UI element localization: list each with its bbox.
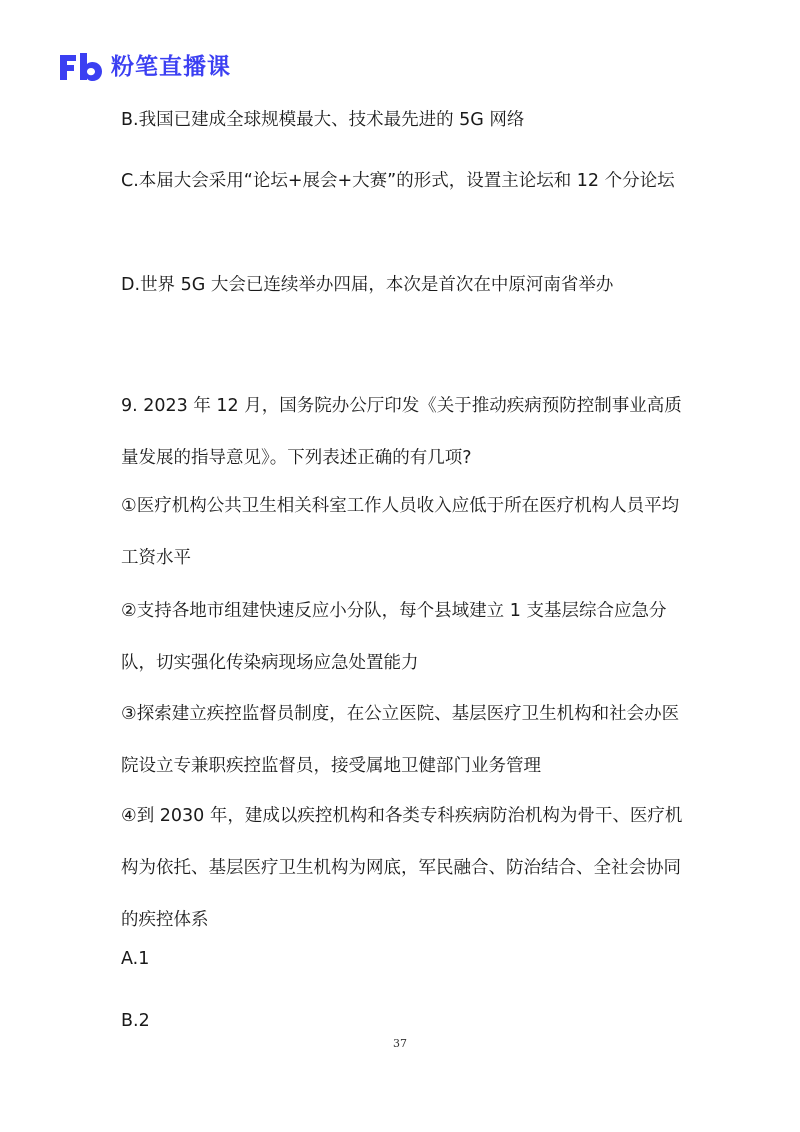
option-c-previous: C.本届大会采用“论坛+展会+大赛”的形式，设置主论坛和 12 个分论坛 bbox=[121, 171, 675, 191]
statement-4: ④到 2030 年，建成以疾控机构和各类专科疾病防治机构为骨干、医疗机构为依托、基层医疗卫生机构为网底，军民融合、防治结合、全社会协同的疾控体系 bbox=[121, 806, 683, 930]
statement-2: ②支持各地市组建快速反应小分队，每个县域建立 1 支基层综合应急分队，切实强化传染病现场应急处置能力 bbox=[121, 601, 667, 673]
statement-1: ①医疗机构公共卫生相关科室工作人员收入应低于所在医疗机构人员平均工资水平 bbox=[121, 496, 680, 568]
option-d-previous: D.世界 5G 大会已连续举办四届，本次是首次在中原河南省举办 bbox=[121, 275, 614, 295]
page-number: 37 bbox=[393, 1037, 407, 1050]
statement-3: ③探索建立疾控监督员制度，在公立医院、基层医疗卫生机构和社会办医院设立专兼职疾控监督员，接受属地卫健部门业务管理 bbox=[121, 704, 680, 776]
question-stem: 9. 2023 年 12 月，国务院办公厅印发《关于推动疾病预防控制事业高质量发展的指导意见》。下列表述正确的有几项? bbox=[121, 396, 682, 468]
option-b-previous: B.我国已建成全球规模最大、技术最先进的 5G 网络 bbox=[121, 110, 525, 130]
fb-logo-icon bbox=[57, 50, 105, 84]
option-a: A.1 bbox=[121, 949, 150, 969]
brand-name: 粉笔直播课 bbox=[111, 54, 231, 80]
page-header bbox=[57, 50, 231, 84]
option-b: B.2 bbox=[121, 1011, 150, 1031]
